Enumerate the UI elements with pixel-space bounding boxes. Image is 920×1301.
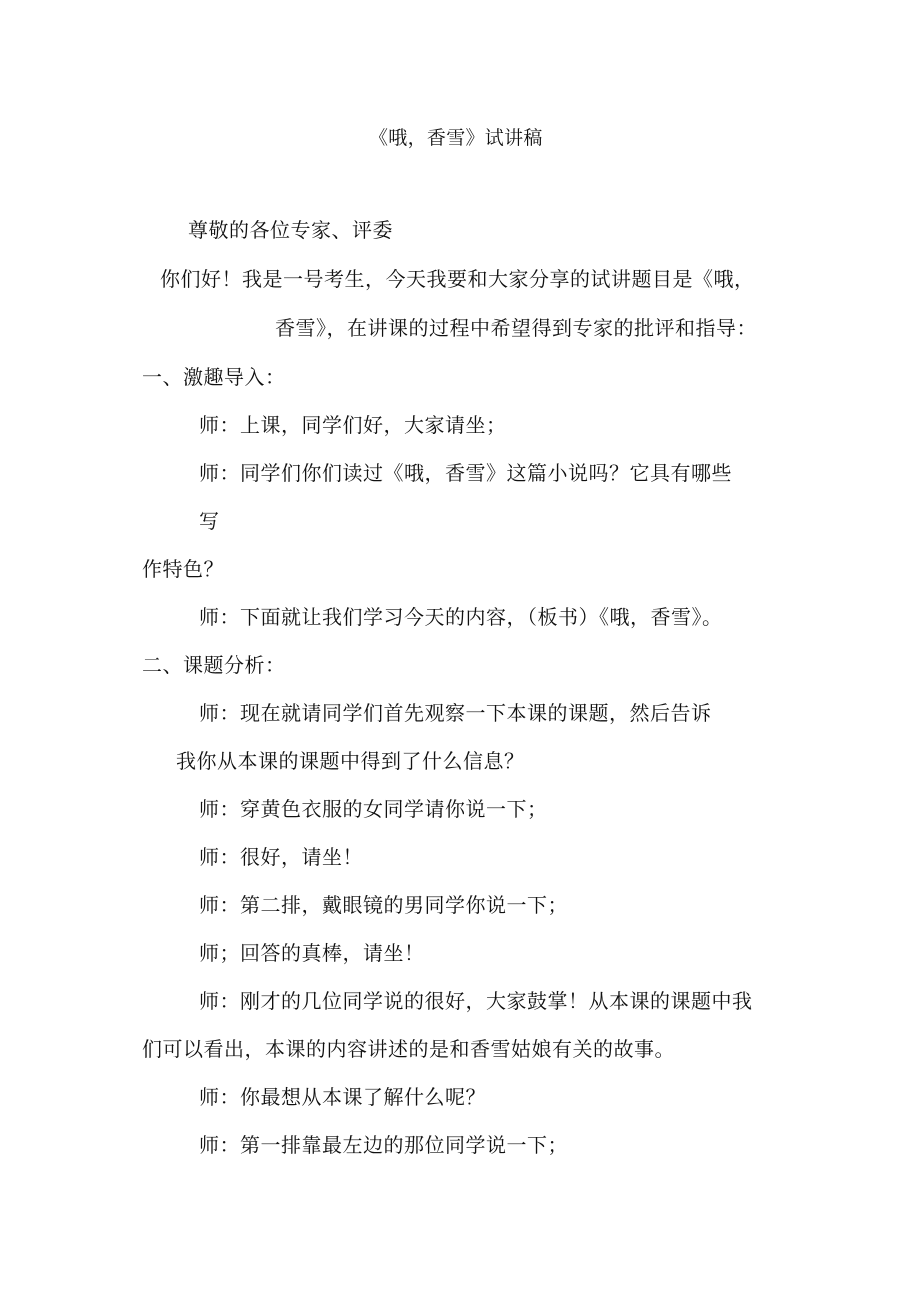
intro-line-2: 香雪》，在讲课的过程中希望得到专家的批评和指导： <box>275 316 757 340</box>
section-2-line: 师：刚才的几位同学说的很好，大家鼓掌！从本课的课题中我 <box>199 989 753 1013</box>
greeting: 尊敬的各位专家、评委 <box>188 218 393 242</box>
section-1-heading: 一、激趣导入： <box>142 365 286 389</box>
section-2-line: 师：你最想从本课了解什么呢？ <box>199 1085 486 1109</box>
section-1-line: 写 <box>199 509 220 533</box>
section-1-line: 作特色？ <box>142 557 224 581</box>
section-2-line: 师；回答的真棒，请坐！ <box>199 941 425 965</box>
section-2-heading: 二、课题分析： <box>142 653 286 677</box>
document-title: 《哦，香雪》试讲稿 <box>369 127 543 149</box>
section-1-line: 师：上课，同学们好，大家请坐； <box>199 413 507 437</box>
section-2-line: 我你从本课的课题中得到了什么信息？ <box>176 749 525 773</box>
section-2-line: 师：第二排，戴眼镜的男同学你说一下； <box>199 893 568 917</box>
section-2-line: 师：第一排靠最左边的那位同学说一下； <box>199 1133 568 1157</box>
section-1-line: 师：下面就让我们学习今天的内容，（板书）《哦，香雪》。 <box>199 605 723 629</box>
section-2-line: 师：现在就请同学们首先观察一下本课的课题，然后告诉 <box>199 701 712 725</box>
section-1-line: 师：同学们你们读过《哦，香雪》这篇小说吗？它具有哪些 <box>199 461 732 485</box>
section-2-line: 师：很好，请坐！ <box>199 845 363 869</box>
section-2-line: 师：穿黄色衣服的女同学请你说一下； <box>199 797 548 821</box>
section-2-line: 们可以看出，本课的内容讲述的是和香雪姑娘有关的故事。 <box>142 1037 675 1061</box>
intro-line-1: 你们好！我是一号考生，今天我要和大家分享的试讲题目是《哦， <box>160 267 755 291</box>
